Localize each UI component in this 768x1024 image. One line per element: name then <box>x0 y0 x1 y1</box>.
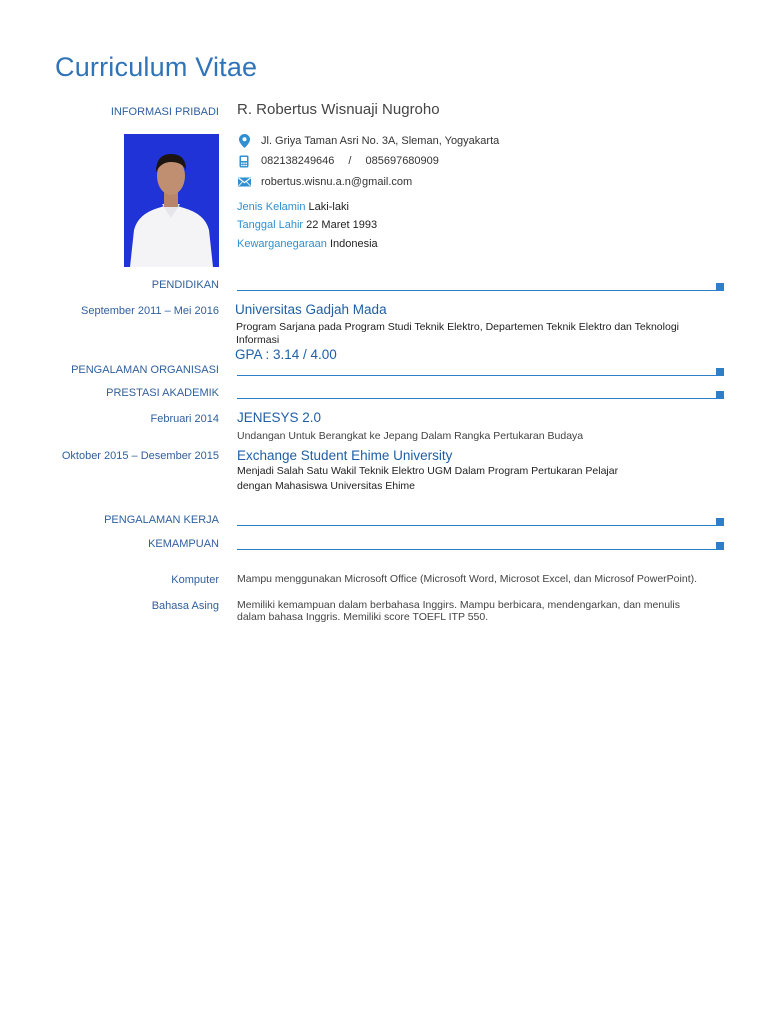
nationality-label: Kewarganegaraan <box>237 238 327 250</box>
skill-label-computer: Komputer <box>171 574 219 586</box>
section-label-achievements: PRESTASI AKADEMIK <box>106 387 219 399</box>
nationality-value: Indonesia <box>329 238 378 250</box>
achievement-title: JENESYS 2.0 <box>237 410 322 425</box>
location-pin-icon <box>237 134 251 148</box>
achievement-description-cont: dengan Mahasiswa Universitas Ehime <box>237 480 416 492</box>
section-label-organization: PENGALAMAN ORGANISASI <box>71 364 219 376</box>
gender-label: Jenis Kelamin <box>237 201 306 213</box>
section-divider-education <box>237 290 717 291</box>
phone-primary: 082138249646 <box>261 155 335 167</box>
section-marker-achievements <box>716 391 724 399</box>
section-divider-work <box>237 525 717 526</box>
education-period: September 2011 – Mei 2016 <box>81 305 219 317</box>
section-marker-skills <box>716 542 724 550</box>
phone-secondary: 085697680909 <box>365 155 439 167</box>
email-icon <box>237 175 251 189</box>
education-gpa: GPA : 3.14 / 4.00 <box>235 347 337 362</box>
address-row <box>237 134 499 148</box>
achievement-title: Exchange Student Ehime University <box>237 448 453 463</box>
section-label-skills: KEMAMPUAN <box>148 538 219 550</box>
skill-computer: Mampu menggunakan Microsoft Office (Microsoft Word, Microsot Excel, dan Microsof PowerPoint). <box>237 573 698 585</box>
profile-photo <box>124 134 219 267</box>
birth-value: 22 Maret 1993 <box>306 219 378 231</box>
email-row <box>237 175 412 189</box>
achievement-date: Oktober 2015 – Desember 2015 <box>61 450 219 462</box>
section-divider-skills <box>237 549 717 550</box>
person-name: R. Robertus Wisnuaji Nugroho <box>237 101 440 118</box>
education-program: Program Sarjana pada Program Studi Teknik Elektro, Departemen Teknik Elektro dan Teknologi Informasi <box>236 321 679 346</box>
section-marker-work <box>716 518 724 526</box>
achievement-description: Menjadi Salah Satu Wakil Teknik Elektro UGM Dalam Program Pertukaran Pelajar <box>237 465 619 477</box>
section-marker-education <box>716 283 724 291</box>
skill-language: Memiliki kemampuan dalam berbahasa Inggirs. Mampu berbicara, mendengarkan, dan menulis dalam bahasa Inggris. Memiliki score TOEFL ITP 550. <box>237 599 680 623</box>
section-label-education: PENDIDIKAN <box>151 279 219 291</box>
section-label-personal: INFORMASI PRIBADI <box>110 106 219 118</box>
section-divider-achievements <box>237 398 717 399</box>
gender-value: Laki-laki <box>308 201 349 213</box>
page-title: Curriculum Vitae <box>55 52 258 82</box>
phone-separator: / <box>348 155 352 167</box>
birth-label: Tanggal Lahir <box>237 219 304 231</box>
section-label-work: PENGALAMAN KERJA <box>104 514 219 526</box>
phone-icon <box>237 154 251 168</box>
nationality-row <box>237 238 378 250</box>
gender-row <box>237 201 349 213</box>
phone-row <box>237 154 439 168</box>
education-school: Universitas Gadjah Mada <box>235 302 387 317</box>
email-text: robertus.wisnu.a.n@gmail.com <box>261 176 413 188</box>
address-text: Jl. Griya Taman Asri No. 3A, Sleman, Yogyakarta <box>261 135 500 147</box>
achievement-date: Februari 2014 <box>150 413 219 425</box>
section-marker-organization <box>716 368 724 376</box>
skill-label-language: Bahasa Asing <box>151 600 219 612</box>
birth-row <box>237 219 377 231</box>
section-divider-organization <box>237 375 717 376</box>
achievement-description: Undangan Untuk Berangkat ke Jepang Dalam Rangka Pertukaran Budaya <box>237 430 584 442</box>
